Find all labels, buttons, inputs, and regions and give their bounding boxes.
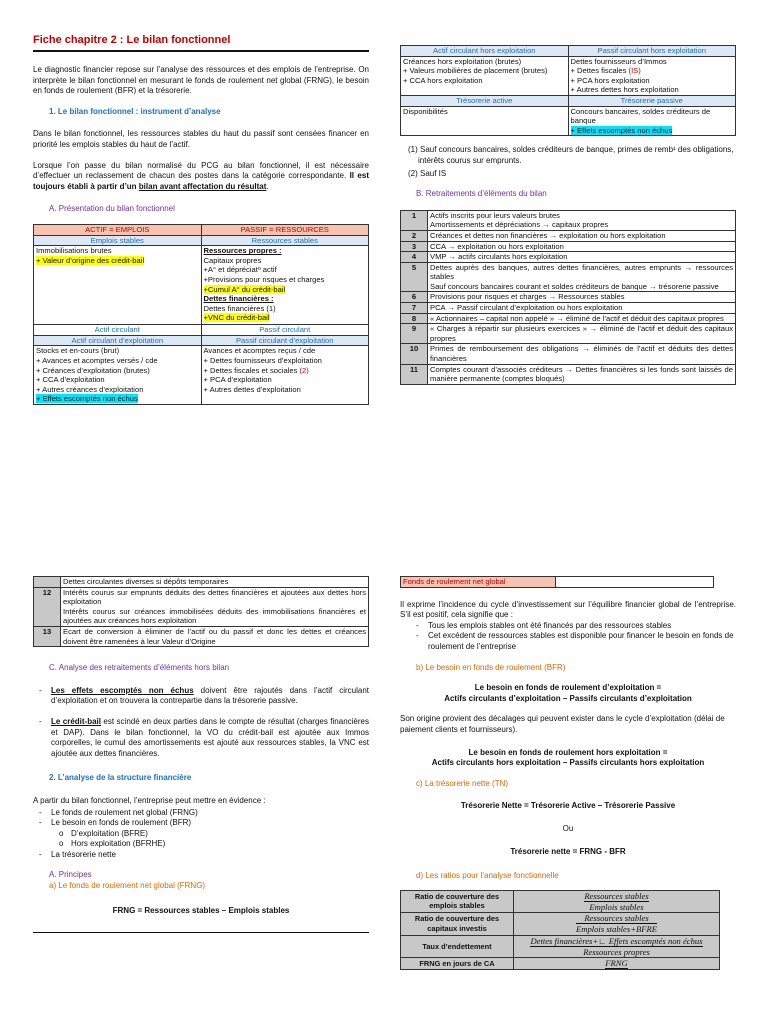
df-line-2: +VNC du crédit-bail	[203, 313, 270, 323]
s1-paragraph-1: Dans le bilan fonctionnel, les ressources stables du haut du passif sont censées financer en priorité les emplois stables du haut de l’actif.	[33, 129, 369, 149]
rp-title: Ressources propres :	[203, 246, 282, 256]
table-row	[401, 210, 736, 230]
table-row	[401, 252, 736, 263]
frng-list	[400, 621, 736, 653]
row-text: Intérêts courus sur emprunts déduits des dettes financières et ajoutées aux dettes hors exploitation Intérêts courus sur créances immobilisées déduits des immobilisations financières et ajoutées aux créances hors exploitation	[61, 587, 369, 626]
tresorerie-passive-header: Trésorerie passive	[568, 95, 736, 106]
list-item: - Cet excédent de ressources stables est disponible pour financer le besoin en fonds de roulement de l’entreprise	[428, 631, 736, 652]
effets-escomptes-term: Les effets escomptés non échus	[51, 685, 194, 695]
ratio-denominator: Ressources propres	[583, 946, 650, 957]
achx-header: Actif circulant hors exploitation	[401, 46, 569, 57]
rp-line-1: Capitaux propres	[203, 255, 262, 265]
table-row	[401, 344, 736, 364]
pce-cell	[201, 346, 369, 405]
bilan-table	[33, 224, 369, 405]
ratio-label: FRNG en jours de CA	[401, 958, 514, 970]
section-1-heading: 1. Le bilan fonctionnel : instrument d’analyse	[49, 106, 221, 116]
hors-bilan-list	[33, 686, 369, 760]
bfr-sublist	[33, 829, 369, 850]
s1-p2-text: Lorsque l’on passe du bilan normalisé du PCG au bilan fonctionnel, il est nécessaire d’effectuer un reclassement de chacun des postes dans la catégorie correspondante.	[33, 160, 369, 181]
row-number: 7	[401, 303, 428, 314]
list-item: o D’exploitation (BFRE)	[71, 829, 369, 840]
left-column-top	[33, 65, 369, 405]
pchx-line-2-text: + Dettes fiscales	[570, 66, 629, 76]
rp-line-2: +A° et dépréciatᵒ actif	[203, 265, 277, 275]
pce-line-3-text: + Dettes fiscales et sociales	[203, 365, 300, 375]
ressources-stables-header: Ressources stables	[201, 235, 369, 246]
list-item: - Le besoin en fonds de roulement (BFR)	[51, 818, 369, 829]
row-number: 9	[401, 324, 428, 344]
bfrhe-formula-1: Le besoin en fonds de roulement hors exploitation =	[468, 747, 668, 757]
list-item: o Hors exploitation (BFRHE)	[71, 839, 369, 850]
subsection-C: C. Analyse des retraitements d’éléments hors bilan	[49, 663, 230, 673]
frng-paragraph: Il exprime l’incidence du cycle d’investissement sur l’équilibre financier global de l’entreprise. S’il est positif, cela signifie que :	[400, 599, 736, 620]
frng-formula: FRNG = Ressources stables – Emplois stables	[112, 905, 290, 915]
table-row	[401, 262, 736, 292]
row-number: 5	[401, 262, 428, 292]
ou-text: Ou	[562, 823, 574, 833]
bfrhe-formula-2: Actifs circulants hors exploitation – Passifs circulants hors exploitation	[431, 758, 705, 768]
table-row	[34, 577, 369, 588]
s1-paragraph-2	[33, 161, 369, 193]
ratio-denominator: Emplois stables+BFRE	[576, 924, 657, 935]
list-item: - Tous les emplois stables ont été financés par des ressources stables	[428, 621, 736, 632]
frng-box-label: Fonds de roulement net global	[401, 577, 556, 588]
ace-line-5: + Autres créances d’exploitation	[36, 384, 144, 394]
ratio-formula	[514, 935, 720, 958]
emplois-stables-header: Emplois stables	[34, 235, 202, 246]
row-number: 10	[401, 344, 428, 364]
table-row	[401, 935, 720, 958]
row-number: 2	[401, 230, 428, 241]
tresorerie-active-cell	[401, 106, 569, 136]
rp-line-3: +Provisions pour risques et charges	[203, 274, 325, 284]
ace-line-2: + Avances et acomptes versés / cde	[36, 355, 158, 365]
table-row	[401, 913, 720, 936]
row-text: Comptes courant d’associés créditeurs → Dettes financières si les fonds sont laissés de manière permanente (comptes bloqués)	[428, 364, 736, 384]
bilan-table-continued	[400, 45, 736, 136]
ratio-fraction	[576, 913, 657, 934]
row-number: 4	[401, 252, 428, 263]
note-1: (1) Sauf concours bancaires, soldes créditeurs de banque, primes de remb¹ des obligations, intérêts courus sur emprunts.	[408, 145, 734, 165]
principes-heading: A. Principes	[49, 870, 92, 880]
pchx-line-1: Dettes fournisseurs d’Immos	[570, 56, 667, 66]
tresorerie-active-header: Trésorerie active	[401, 95, 569, 106]
table-row	[401, 958, 720, 970]
s1-p2-end: .	[266, 181, 269, 191]
ratio-numerator: Ressources stables	[584, 890, 649, 901]
pchx-line-2-note: (IS)	[628, 66, 641, 76]
row-text: Actifs inscrits pour leurs valeurs brutes Amortissements et dépréciations → capitaux propres	[428, 210, 736, 230]
pce-line-2: + Dettes fournisseurs d’exploitation	[203, 355, 322, 365]
row-text: Provisions pour risques et charges → Ressources stables	[428, 292, 736, 303]
s2-intro: A partir du bilan fonctionnel, l’entreprise peut mettre en évidence :	[33, 795, 266, 805]
right-column-top	[400, 45, 736, 385]
df-title: Dettes financières :	[203, 294, 274, 304]
bfr-heading: b) Le besoin en fonds de roulement (BFR)	[416, 662, 566, 672]
retraitements-table-continued	[33, 576, 369, 647]
s1-p2-underlined: bilan avant affectation du résultat	[138, 181, 267, 191]
list-item	[51, 717, 369, 759]
row-number: 11	[401, 364, 428, 384]
intro-paragraph: Le diagnostic financier repose sur l’analyse des ressources et des emplois de l’entreprise. On interprète le bilan fonctionnel en mesurant le fonds de roulement net global (FRNG), le besoin en fonds de roulement (BFR) et la trésorerie.	[33, 65, 369, 96]
page-bottom	[0, 560, 768, 1024]
emplois-stables-cell	[34, 246, 202, 325]
subsection-B: B. Retraitements d’éléments du bilan	[416, 189, 547, 199]
left-column-bottom	[33, 576, 369, 933]
section-2-heading: 2. L’analyse de la structure financière	[49, 773, 192, 783]
row-number: 13	[34, 626, 61, 646]
ratio-formula	[514, 890, 720, 913]
table-row	[401, 241, 736, 252]
pce-line-3-note: (2)	[299, 365, 309, 375]
pchx-line-3: + PCA hors exploitation	[570, 75, 650, 85]
bfre-formula-2: Actifs circulants d’exploitation – Passifs circulants d’exploitation	[444, 693, 692, 703]
credit-bail-term: Le crédit-bail	[51, 716, 101, 726]
ratio-numerator: Ressources stables	[576, 913, 657, 924]
table-row	[401, 292, 736, 303]
frng-heading: a) Le fonds de roulement net global (FRNG)	[49, 881, 206, 891]
ratio-numerator: Dettes financières+∟ Effets escomptés non échus	[530, 935, 703, 946]
s1-p2-bold: Il est toujours établi à partir d’un	[33, 171, 369, 191]
ace-line-3: + Créances d’exploitation (brutes)	[36, 365, 150, 375]
row-text: Primes de remboursement des obligations → éliminés de l’actif et déduits des dettes financières	[428, 344, 736, 364]
tp-line-2: + Effets escomptés non échus	[570, 125, 673, 135]
ratio-formula	[514, 913, 720, 936]
row-text: CCA → exploitation ou hors exploitation	[428, 241, 736, 252]
retraitements-table	[400, 210, 736, 385]
passif-circulant-header: Passif circulant	[201, 325, 369, 336]
structure-list-end	[33, 850, 369, 861]
tn-formula-2: Trésorerie nette = FRNG - BFR	[510, 846, 626, 856]
row-text: Dettes circulantes diverses si dépôts temporaires	[61, 577, 369, 588]
row-text: VMP → actifs circulants hors exploitation	[428, 252, 736, 263]
table-row	[401, 230, 736, 241]
row-number: 3	[401, 241, 428, 252]
tn-heading: c) La trésorerie nette (TN)	[416, 778, 509, 788]
actif-circulant-header: Actif circulant	[34, 325, 202, 336]
table-row	[34, 626, 369, 646]
table-row	[401, 890, 720, 913]
ratio-fraction	[605, 958, 627, 969]
ressources-stables-cell	[201, 246, 369, 325]
row-number: 8	[401, 313, 428, 324]
ace-cell	[34, 346, 202, 405]
pce-header: Passif circulant d’exploitation	[201, 335, 369, 346]
effets-escomptes-text: doivent être rajoutés dans l’actif circulant d’exploitation et on trouvera la contrepartie dans la trésorerie passive.	[51, 685, 369, 706]
ace-line-4: + CCA d’exploitation	[36, 375, 105, 385]
note-2: (2) Sauf IS	[408, 168, 447, 178]
tn-formula-1: Trésorerie Nette = Trésorerie Active – Trésorerie Passive	[460, 801, 676, 811]
ace-line-6: + Effets escomptés non échus	[36, 394, 138, 404]
title-rule	[33, 50, 369, 52]
ratio-formula	[514, 958, 720, 970]
rp-line-4: +Cumul A° du crédit-bail	[203, 284, 286, 294]
table-row	[34, 587, 369, 626]
bfre-formula-1: Le besoin en fonds de roulement d’exploitation =	[474, 683, 662, 693]
ace-header: Actif circulant d’exploitation	[34, 335, 202, 346]
page-title: Fiche chapitre 2 : Le bilan fonctionnel	[33, 34, 231, 46]
tp-line-1: Concours bancaires, soldes créditeurs de banque	[570, 106, 711, 126]
immo-line-1: Immobilisations brutes	[36, 246, 112, 256]
pchx-cell	[568, 56, 736, 95]
achx-line-2: + Valeurs mobilières de placement (brutes)	[403, 66, 548, 76]
achx-line-1: Créances hors exploitation (brutes)	[403, 56, 522, 66]
ratios-heading: d) Les ratios pour l’analyse fonctionnelle	[416, 871, 559, 881]
pce-line-4: + PCA d’exploitation	[203, 375, 272, 385]
ratio-numerator: FRNG	[605, 958, 628, 969]
row-text: « Actionnaires – capital non appelé » → éliminé de l’actif et déduit des capitaux propres	[428, 313, 736, 324]
row-number: 1	[401, 210, 428, 230]
frng-box	[400, 576, 714, 588]
tresorerie-passive-cell	[568, 106, 736, 136]
table-row	[401, 324, 736, 344]
row-text: Dettes auprès des banques, autres dettes financières, autres emprunts → ressources stables Sauf concours bancaires courant et soldes créditeurs de banque → trésorerie passive	[428, 262, 736, 292]
ratio-label: Ratio de couverture des emplois stables	[401, 890, 514, 913]
pchx-line-4: + Autres dettes hors exploitation	[570, 85, 679, 95]
passif-header: PASSIF = RESSOURCES	[201, 224, 369, 235]
row-number: 12	[34, 587, 61, 626]
list-item	[51, 686, 369, 707]
row-number: 6	[401, 292, 428, 303]
ratio-denominator: Emplois stables	[589, 901, 644, 912]
row-text: Ecart de conversion à éliminer de l’actif ou du passif et donc les dettes et créances doivent être ramenées à leur Valeur d’Origine	[61, 626, 369, 646]
subsection-A: A. Présentation du bilan fonctionnel	[49, 204, 175, 214]
list-item: - Le fonds de roulement net global (FRNG)	[51, 808, 369, 819]
ace-line-1: Stocks et en-cours (brut)	[36, 346, 120, 356]
bottom-rule	[33, 932, 369, 933]
df-line-1: Dettes financières (1)	[203, 303, 276, 313]
ratio-fraction	[530, 936, 702, 957]
row-text: Créances et dettes non financières → exploitation ou hors exploitation	[428, 230, 736, 241]
list-item: - La trésorerie nette	[51, 850, 369, 861]
pce-line-5: + Autres dettes d’exploitation	[203, 384, 301, 394]
right-column-bottom	[400, 576, 736, 970]
row-text: « Charges à répartir sur plusieurs exercices » → éliminé de l’actif et déduit des capitaux propres	[428, 324, 736, 344]
dispo-line: Disponibilités	[403, 106, 448, 116]
achx-cell	[401, 56, 569, 95]
immo-line-2: + Valeur d’origine des crédit-bail	[36, 255, 145, 265]
ratio-label: Taux d’endettement	[401, 935, 514, 958]
achx-line-3: + CCA hors exploitation	[403, 75, 483, 85]
ratios-table	[400, 890, 720, 971]
row-text: PCA → Passif circulant d’exploitation ou hors exploitation	[428, 303, 736, 314]
credit-bail-text: est scindé en deux parties dans le compte de résultat (charges financières et DAP). Dans le bilan fonctionnel, la VO du crédit-bail est ajoutée aux Immos corporelles, le cumul des amortissements est ajouté aux ressources stables, la VNC est ajoutée aux dettes financières.	[51, 716, 369, 758]
pce-line-1: Avances et acomptes reçus / cde	[203, 346, 316, 356]
table-row	[401, 313, 736, 324]
ratio-fraction	[584, 891, 648, 912]
pchx-line-2	[571, 66, 734, 76]
ratio-label: Ratio de couverture des capitaux investis	[401, 913, 514, 936]
bfr-paragraph: Son origine provient des décalages qui peuvent exister dans le cycle d’exploitation (délai de paiement clients et fournisseurs).	[400, 714, 725, 734]
pce-line-3	[204, 366, 367, 376]
actif-header: ACTIF = EMPLOIS	[34, 224, 202, 235]
frng-box-empty	[556, 577, 714, 588]
row-number	[34, 577, 61, 588]
table-row	[401, 364, 736, 384]
structure-list	[33, 808, 369, 829]
table-row	[401, 303, 736, 314]
pchx-header: Passif circulant hors exploitation	[568, 46, 736, 57]
